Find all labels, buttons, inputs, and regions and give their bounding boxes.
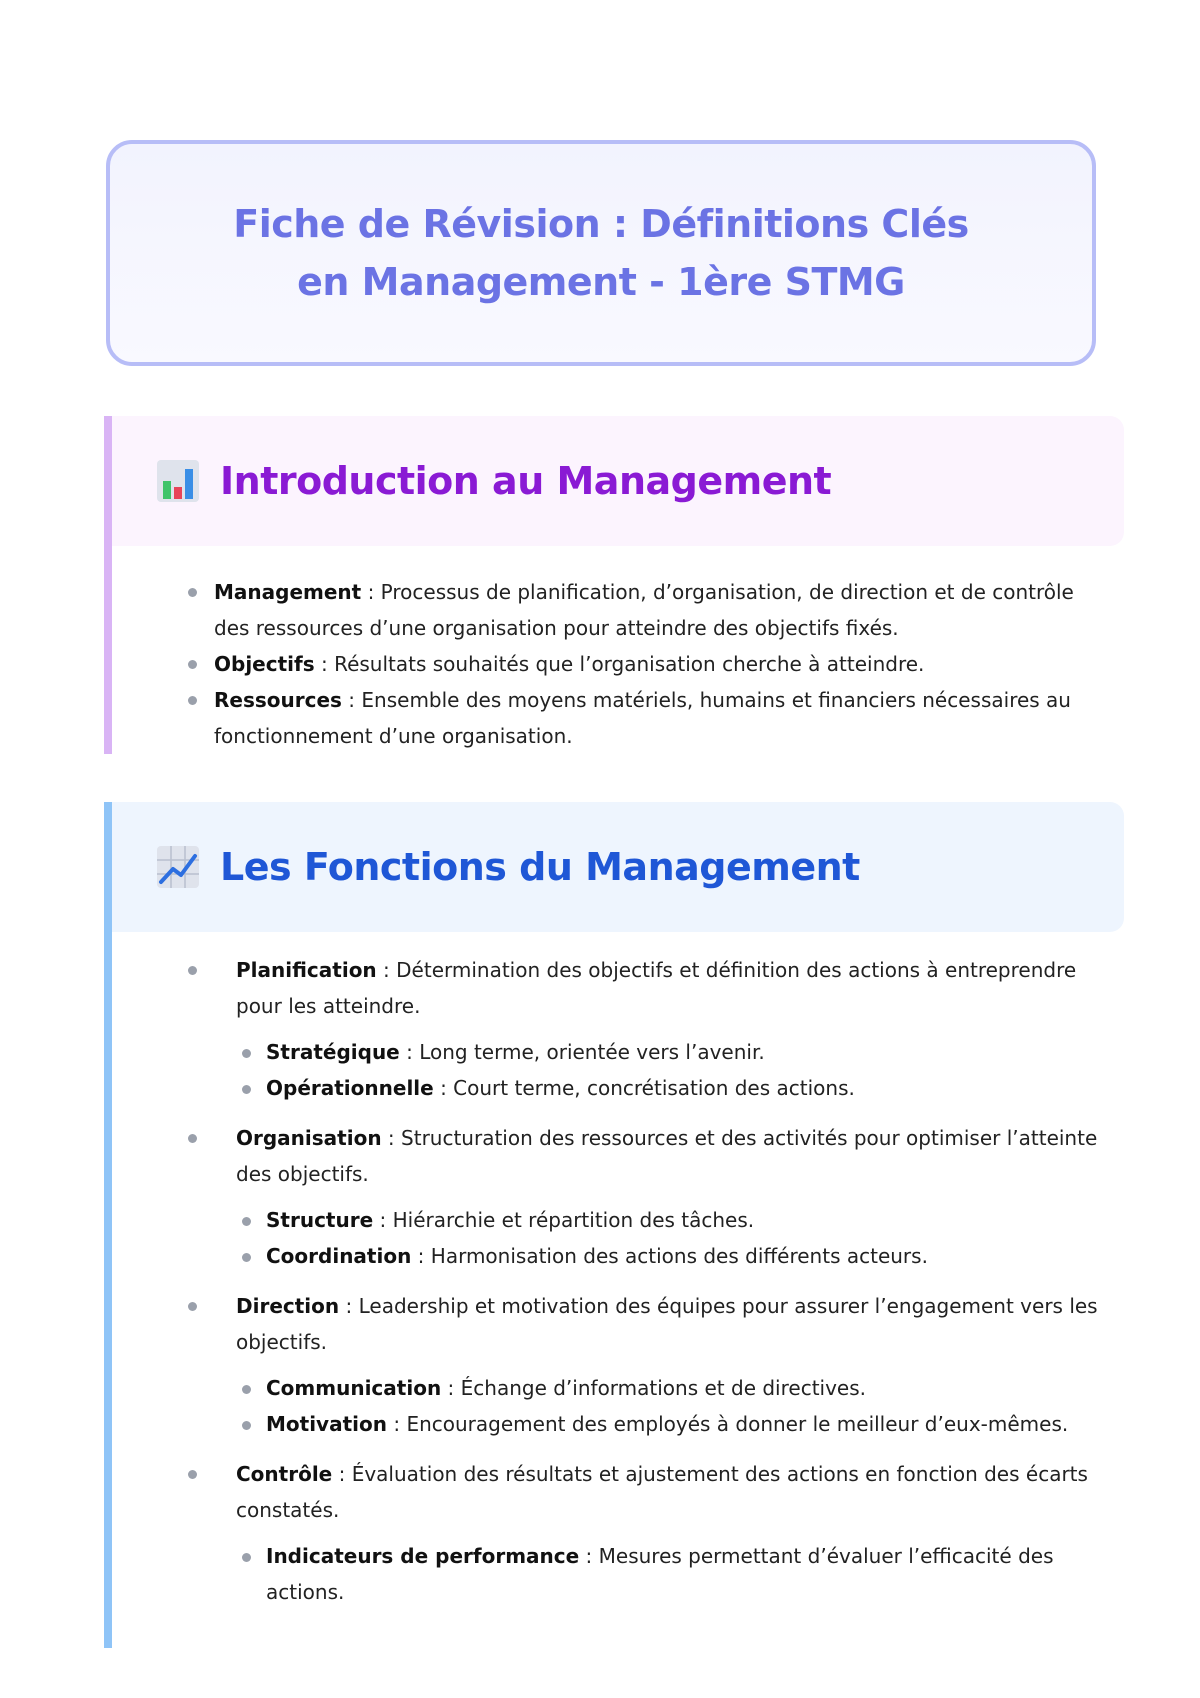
sub-list <box>236 1538 1104 1610</box>
term: Opérationnelle <box>266 1076 434 1100</box>
separator: : <box>399 1040 420 1064</box>
list-item <box>184 682 1084 754</box>
section-accent-bar <box>104 416 112 754</box>
description: Évaluation des résultats et ajustement des actions en fonction des écarts constatés. <box>236 1462 1088 1522</box>
bullet-icon <box>188 696 197 705</box>
page-title: Fiche de Révision : Définitions Clés en Management - 1ère STMG <box>233 202 969 304</box>
description: Structuration des ressources et des activités pour optimiser l’atteinte des objectifs. <box>236 1126 1098 1186</box>
list-item <box>184 952 1104 1106</box>
bullet-icon <box>188 660 197 669</box>
description: Court terme, concrétisation des actions. <box>453 1076 855 1100</box>
sub-list-item <box>236 1070 1104 1106</box>
separator: : <box>341 688 362 712</box>
section-heading: Les Fonctions du Management <box>220 845 860 889</box>
term: Direction <box>236 1294 340 1318</box>
term: Coordination <box>266 1244 412 1268</box>
term: Ressources <box>214 688 342 712</box>
term: Stratégique <box>266 1040 400 1064</box>
description: Hiérarchie et répartition des tâches. <box>392 1208 755 1232</box>
bullet-icon <box>188 966 197 975</box>
bullet-icon <box>242 1421 251 1430</box>
separator: : <box>411 1244 431 1268</box>
sub-list <box>236 1370 1104 1442</box>
description: Échange d’informations et de directives. <box>460 1376 867 1400</box>
sub-list-item <box>236 1202 1104 1238</box>
separator: : <box>314 652 335 676</box>
list-item <box>184 1288 1104 1442</box>
sub-list-item <box>236 1238 1104 1274</box>
definition-list <box>184 574 1084 754</box>
bullet-icon <box>188 1470 197 1479</box>
separator: : <box>361 580 381 604</box>
term: Communication <box>266 1376 442 1400</box>
function-list <box>184 952 1104 1624</box>
separator: : <box>441 1376 461 1400</box>
separator: : <box>579 1544 599 1568</box>
trend-chart-icon <box>156 845 200 889</box>
description: Processus de planification, d’organisation, de direction et de contrôle des ressources d’une organisation pour atteindre des objectifs fixés. <box>214 580 1074 640</box>
separator: : <box>373 1208 393 1232</box>
term: Motivation <box>266 1412 387 1436</box>
bullet-icon <box>242 1049 251 1058</box>
bullet-icon <box>242 1553 251 1562</box>
description: Ensemble des moyens matériels, humains et financiers nécessaires au fonctionnement d’une organisation. <box>214 688 1071 748</box>
bullet-icon <box>188 1134 197 1143</box>
separator: : <box>387 1412 407 1436</box>
term: Contrôle <box>236 1462 333 1486</box>
sub-list-item <box>236 1406 1104 1442</box>
description: Long terme, orientée vers l’avenir. <box>419 1040 765 1064</box>
bullet-icon <box>242 1217 251 1226</box>
separator: : <box>433 1076 454 1100</box>
bullet-icon <box>188 588 197 597</box>
bullet-icon <box>242 1253 251 1262</box>
term: Planification <box>236 958 377 982</box>
term: Structure <box>266 1208 374 1232</box>
description: Harmonisation des actions des différents acteurs. <box>430 1244 928 1268</box>
description: Leadership et motivation des équipes pour assurer l’engagement vers les objectifs. <box>236 1294 1098 1354</box>
sub-list-item <box>236 1538 1104 1610</box>
section-header <box>112 416 1124 546</box>
separator: : <box>339 1294 359 1318</box>
list-item <box>184 574 1084 646</box>
description: Mesures permettant d’évaluer l’efficacité des actions. <box>266 1544 1054 1604</box>
description: Résultats souhaités que l’organisation cherche à atteindre. <box>334 652 925 676</box>
section-fonctions <box>104 802 1124 1648</box>
bullet-icon <box>242 1385 251 1394</box>
sub-list <box>236 1202 1104 1274</box>
section-header <box>112 802 1124 932</box>
section-introduction <box>104 416 1124 754</box>
section-accent-bar <box>104 802 112 1648</box>
term: Objectifs <box>214 652 315 676</box>
list-item <box>184 646 1084 682</box>
bar-chart-icon <box>156 459 200 503</box>
list-item <box>184 1120 1104 1274</box>
description: Encouragement des employés à donner le meilleur d’eux-mêmes. <box>406 1412 1069 1436</box>
term: Indicateurs de performance <box>266 1544 580 1568</box>
sub-list-item <box>236 1034 1104 1070</box>
bullet-icon <box>242 1085 251 1094</box>
separator: : <box>332 1462 352 1486</box>
title-box <box>106 140 1096 366</box>
section-heading: Introduction au Management <box>220 459 832 503</box>
list-item <box>184 1456 1104 1610</box>
bullet-icon <box>188 1302 197 1311</box>
separator: : <box>376 958 397 982</box>
sub-list <box>236 1034 1104 1106</box>
description: Détermination des objectifs et définition des actions à entreprendre pour les atteindre. <box>236 958 1077 1018</box>
term: Management <box>214 580 362 604</box>
sub-list-item <box>236 1370 1104 1406</box>
term: Organisation <box>236 1126 382 1150</box>
separator: : <box>381 1126 402 1150</box>
